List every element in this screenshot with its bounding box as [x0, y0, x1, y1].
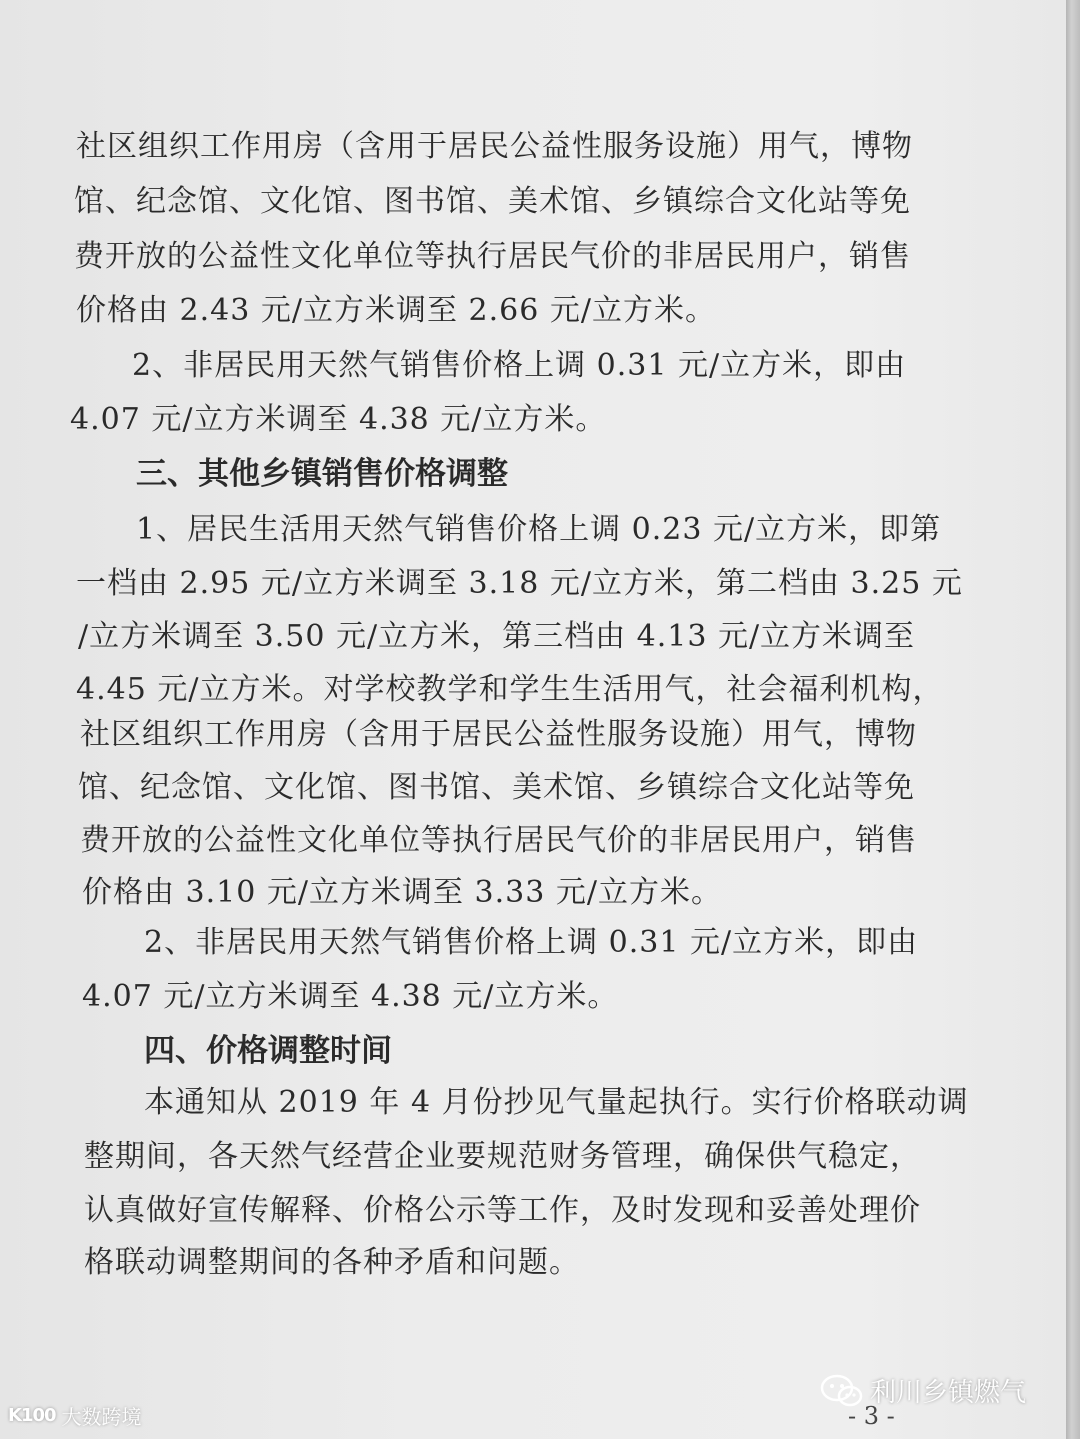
text-line: /立方米调至 3.50 元/立方米，第三档由 4.13 元/立方米调至 — [78, 619, 916, 654]
wechat-icon — [820, 1374, 864, 1408]
k100-logo: K100 — [8, 1405, 56, 1426]
text-line: 认真做好宣传解释、价格公示等工作，及时发现和妥善处理价 — [84, 1193, 921, 1228]
section-heading-4: 四、价格调整时间 — [144, 1033, 392, 1069]
text-line: 2、非居民用天然气销售价格上调 0.31 元/立方米，即由 — [144, 925, 919, 960]
page-number: - 3 - — [848, 1402, 895, 1430]
text-line: 4.07 元/立方米调至 4.38 元/立方米。 — [70, 402, 607, 437]
text-line: 格联动调整期间的各种矛盾和问题。 — [84, 1245, 580, 1280]
text-line: 馆、纪念馆、文化馆、图书馆、美术馆、乡镇综合文化站等免 — [78, 770, 915, 805]
text-line: 费开放的公益性文化单位等执行居民气价的非居民用户，销售 — [80, 823, 917, 858]
text-line: 2、非居民用天然气销售价格上调 0.31 元/立方米，即由 — [132, 348, 907, 383]
text-line: 整期间，各天然气经营企业要规范财务管理，确保供气稳定， — [84, 1139, 921, 1174]
text-line: 价格由 2.43 元/立方米调至 2.66 元/立方米。 — [76, 293, 716, 328]
section-heading-3: 三、其他乡镇销售价格调整 — [136, 456, 508, 492]
text-line: 社区组织工作用房（含用于居民公益性服务设施）用气，博物 — [76, 129, 913, 164]
watermark-right — [820, 1372, 1026, 1409]
watermark-left-text: 大数跨境 — [61, 1405, 142, 1429]
text-line: 本通知从 2019 年 4 月份抄见气量起执行。实行价格联动调 — [144, 1085, 969, 1120]
text-line: 1、居民生活用天然气销售价格上调 0.23 元/立方米，即第 — [136, 512, 942, 547]
text-line: 馆、纪念馆、文化馆、图书馆、美术馆、乡镇综合文化站等免 — [74, 184, 911, 219]
watermark-left — [8, 1401, 142, 1430]
text-line: 一档由 2.95 元/立方米调至 3.18 元/立方米，第二档由 3.25 元 — [76, 566, 963, 601]
text-line: 4.45 元/立方米。对学校教学和学生生活用气，社会福利机构， — [76, 672, 944, 707]
text-line: 价格由 3.10 元/立方米调至 3.33 元/立方米。 — [82, 875, 722, 910]
text-line: 社区组织工作用房（含用于居民公益性服务设施）用气，博物 — [80, 717, 917, 752]
text-line: 费开放的公益性文化单位等执行居民气价的非居民用户，销售 — [74, 239, 911, 274]
text-line: 4.07 元/立方米调至 4.38 元/立方米。 — [82, 979, 619, 1014]
page-edge-shadow — [1066, 0, 1080, 1439]
watermark-right-text: 利川乡镇燃气 — [870, 1378, 1027, 1408]
